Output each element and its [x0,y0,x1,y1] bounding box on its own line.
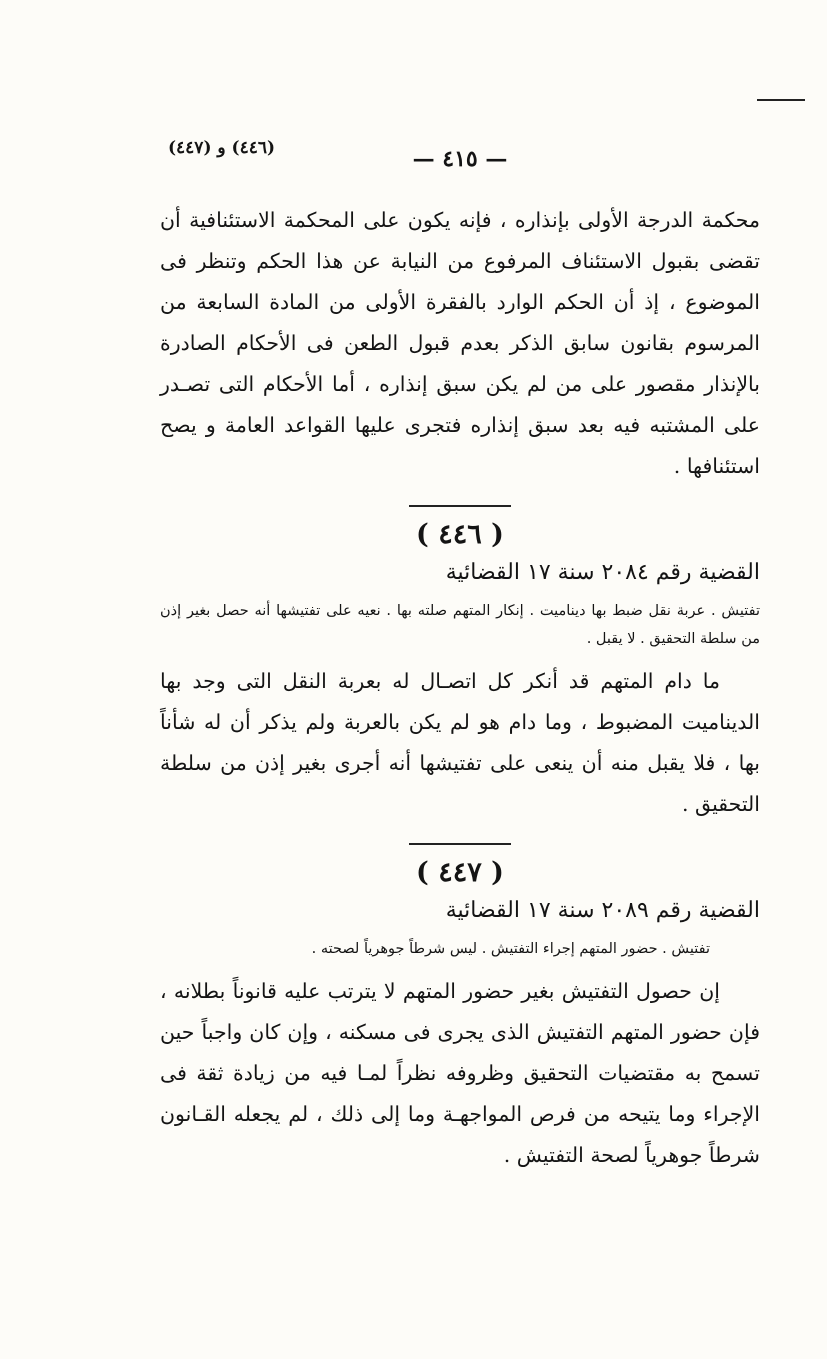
case-summary-447: تفتيش . حضور المتهم إجراء التفتيش . ليس شرطاً جوهرياً لصحته . [311,941,710,957]
page-edge-rule [757,99,805,101]
section-separator [409,505,511,507]
case-summary-446: تفتيش . عربة نقل ضبط بها ديناميت . إنكار المتهم صلته بها . نعيه على تفتيشها أنه حصل بغير إذن من سلطة التحقيق . لا يقبل . [160,603,760,647]
case-number-447: ( ٤٤٧ ) [416,857,504,888]
case-title-446: القضية رقم ٢٠٨٤ سنة ١٧ القضائية [445,560,760,585]
case-body-446: ما دام المتهم قد أنكر كل اتصـال له بعربة النقل التى وجد بها الديناميت المضبوط ، وما دام هو لم يكن بالعربة ولم يذكر أن له شأناً بها ، فلا يقبل منه أن ينعى على تفتيشها أنه أجرى بغير إذن من سلطة التحقيق . [160,669,760,816]
running-header [160,132,760,172]
case-title-447: القضية رقم ٢٠٨٩ سنة ١٧ القضائية [445,898,760,923]
section-separator [409,843,511,845]
case-number-446: ( ٤٤٦ ) [416,519,504,550]
case-body-447: إن حصول التفتيش بغير حضور المتهم لا يترتب عليه قانوناً بطلانه ، فإن حضور المتهم التفتيش الذى يجرى فى مسكنه ، وإن كان واجباً حين تسمح به مقتضيات التحقيق وظروفه نظراً لمـا فيه من زيادة ثقة فى الإجراء وما يتيحه من فرص المواجهـة وما إلى ذلك ، لم يجعله القـانون شرطاً جوهرياً لصحة التفتيش . [160,979,760,1167]
page-number: — ٤١٥ — [412,146,508,172]
document-page [160,132,760,1176]
continuation-paragraph: محكمة الدرجة الأولى بإنذاره ، فإنه يكون على المحكمة الاستئنافية أن تقضى بقبول الاستئناف المرفوع من النيابة عن هذا الحكم وتنظر فى الموضوع ، إذ أن الحكم الوارد بالفقرة الأولى من المادة السابعة من المرسوم بقانون سابق الذكر بعدم قبول الطعن فى الأحكام الصادرة بالإنذار مقصور على من لم يكن سبق إنذاره ، أما الأحكام التى تصـدر على المشتبه فيه بعد سبق إنذاره فتجرى عليها القواعد العامة و يصح استئنافها . [160,208,760,478]
case-references: (٤٤٦) و (٤٤٧) [168,138,276,158]
